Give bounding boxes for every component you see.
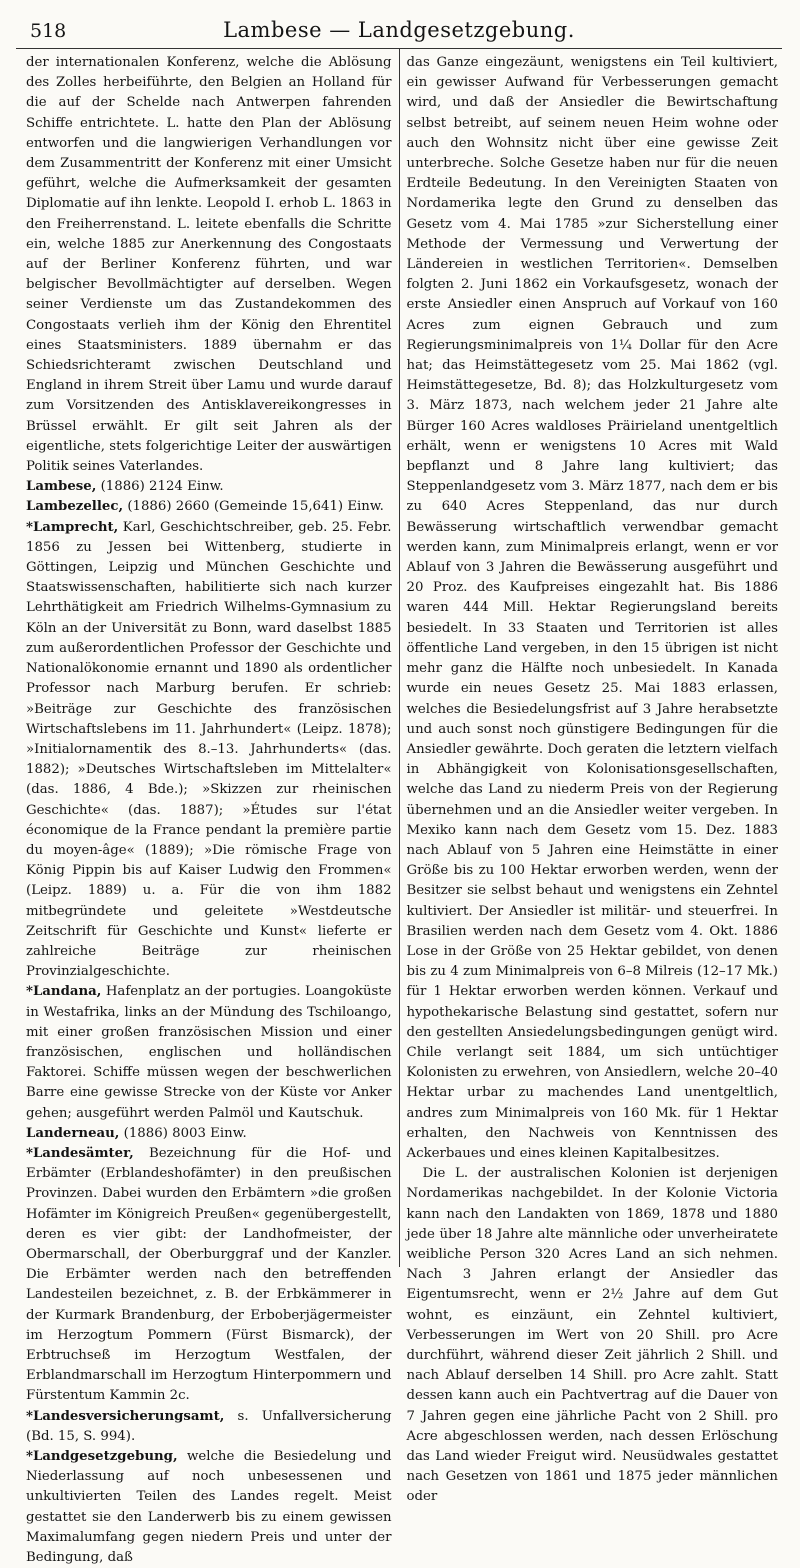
page-number: 518 [30,20,67,42]
paragraph [26,477,392,497]
paragraph [26,1447,392,1568]
entry-text: Hafenplatz an der portugies. Loangoküste in Westafrika, links an der Mündung des Tschiloango, mit einer großen französischen Mission und einer französischen, englischen und holländischen Faktorei. Schiffe müssen wegen der beschwerlichen Barre eine gewisse Strecke von der Küste vor Anker gehen; ausgeführt werden Palmöl und Kautschuk. [26,984,392,1121]
right-column [400,49,782,1505]
entry-text: Karl, Geschichtschreiber, geb. 25. Febr. 1856 zu Jessen bei Wittenberg, studierte in Göttingen, Leipzig und München Geschichte und Staatswissenschaften, habilitierte sich nach kurzer Lehrthätigkeit am Friedrich Wilhelms-Gymnasium zu Köln an der Universität zu Bonn, ward daselbst 1885 zum außerordentlichen Professor der Geschichte und Nationalökonomie ernannt und 1890 als ordentlicher Professor nach Marburg berufen. Er schrieb: »Beiträge zur Geschichte des französischen Wirtschaftslebens im 11. Jahrhundert« (Leipz. 1878); »Initialornamentik des 8.–13. Jahrhunderts« (das. 1882); »Deutsches Wirtschaftsleben im Mittelalter« (das. 1886, 4 Bde.); »Skizzen zur rheinischen Geschichte« (das. 1887); »Études sur l'état économique de la France pendant la première partie du moyen-âge« (1889); »Die römische Frage von König Pippin bis auf Kaiser Ludwig den Frommen« (Leipz. 1889) u. a. Für die von ihm 1882 mitbegründete und geleitete »Westdeutsche Zeitschrift für Geschichte und Kunst« lieferte er zahlreiche Beiträge zur rheinischen Provinzialgeschichte. [26,519,392,980]
entry-text: Bezeichnung für die Hof- und Erbämter (Erblandeshofämter) in den preußischen Provinzen. Dabei wurden den Erbämtern »die großen Hofämter im Königreich Preußen« gegenübergestellt, deren es vier gibt: der Landhofmeister, der Obermarschall, der Oberburggraf und der Kanzler. Die Erbämter werden nach den betreffenden Landesteilen bezeichnet, z. B. der Erbkämmerer in der Kurmark Brandenburg, der Erboberjägermeister im Herzogtum Pommern (Fürst Bismarck), der Erbtruchseß im Herzogtum Westfalen, der Erblandmarschall im Herzogtum Hinterpommern und Fürstentum Kammin 2c. [26,1145,392,1404]
entry-headword: Lambese, [26,479,97,495]
entry-headword: Landerneau, [26,1125,120,1141]
entry-headword: Lambezellec, [26,499,124,515]
page-header [16,8,782,49]
columns [16,49,782,1566]
running-title: Lambese — Landgesetzgebung. [223,18,575,42]
entry-text: (1886) 8003 Einw. [119,1125,247,1141]
entry-headword: *Landesämter, [26,1145,134,1161]
entry-text: das Ganze eingezäunt, wenigstens ein Teil kultiviert, ein gewisser Aufwand für Verbesserungen gemacht wird, und daß der Ansiedler die Bewirtschaftung selbst betreibt, auf seinem neuen Heim wohne oder auch den Wohnsitz nicht über eine gewisse Zeit unterbreche. Solche Gesetze haben nur für die neuen Erdteile Bedeutung. In den Vereinigten Staaten von Nordamerika legte den Grund zu denselben das Gesetz vom 4. Mai 1785 »zur Sicherstellung einer Methode der Vermessung und Verwertung der Ländereien in westlichen Territorien«. Demselben folgten 2. Juni 1862 ein Vorkaufsgesetz, wonach der erste Ansiedler einen Anspruch auf Vorkauf von 160 Acres zum eignen Gebrauch und zum Regierungsminimalpreis von 1¼ Dollar für den Acre hat; das Heimstättegesetz vom 25. Mai 1862 (vgl. Heimstättegesetze, Bd. 8); das Holzkulturgesetz vom 3. März 1873, nach welchem jeder 21 Jahre alte Bürger 160 Acres waldloses Präirieland unentgeltlich erhält, wenn er wenigstens 10 Acres mit Wald bepflanzt und 8 Jahre lang kultiviert; das Steppenlandgesetz vom 3. März 1877, nach dem er bis zu 640 Acres Steppenland, das nur durch Bewässerung wirtschaftlich verwendbar gemacht werden kann, zum Minimalpreis erlangt, wenn er vor Ablauf von 3 Jahren die Bewässerung ausgeführt und 20 Proz. des Kaufpreises eingezahlt hat. Bis 1886 waren 444 Mill. Hektar Regierungsland bereits besiedelt. In 33 Staaten und Territorien ist alles öffentliche Land vergeben, in den 15 übrigen ist nicht mehr ganz die Hälfte noch unbesiedelt. In Kanada wurde ein neues Gesetz 25. Mai 1883 erlassen, welches die Besiedelungsfrist auf 3 Jahre herabsetzte und auch sonst noch günstigere Bedingungen für die Ansiedler gewährte. Doch geraten die letztern vielfach in Abhängigkeit von Kolonisationsgesellschaften, welche das Land zu niederm Preis von der Regierung übernehmen und an die Ansiedler weiter vergeben. In Mexiko kann nach dem Gesetz vom 15. Dez. 1883 nach Ablauf von 5 Jahren eine Heimstätte in einer Größe bis zu 100 Hektar erworben werden, wenn der Besitzer sie selbst behaut und wenigstens ein Zehntel kultiviert. Der Ansiedler ist militär- und steuerfrei. In Brasilien werden nach dem Gesetz vom 4. Okt. 1886 Lose in der Größe von 25 Hektar gebildet, von denen bis zu 4 zum Minimalpreis von 6–8 Milreis (12–17 Mk.) für 1 Hektar erworben werden können. Verkauf und hypothekarische Belastung sind gestattet, sofern nur den gestellten Ansiedelungsbedingungen genügt wird. Chile verlangt seit 1884, um sich untüchtiger Kolonisten zu erwehren, von Ansiedlern, welche 20–40 Hektar urbar zu machendes Land unentgeltlich, andres zum Minimalpreis von 160 Mk. für 1 Hektar erhalten, den Nachweis von Kenntnissen des Ackerbaues und eines kleinen Kapitalbesitzes. [406,55,778,1161]
paragraph [26,1144,392,1407]
entry-headword: *Lamprecht, [26,519,119,535]
paragraph [26,1124,392,1144]
entry-text: (1886) 2124 Einw. [96,479,224,495]
entry-text: welche die Besiedelung und Niederlassung auf noch unbesessenen und unkultivierten Teilen des Landes regelt. Meist gestattet sie den Landerwerb bis zu einem gewissen Maximalumfang gegen niedern Preis und unter der Bedingung, daß [26,1449,392,1566]
entry-headword: *Landesversicherungsamt, [26,1408,225,1424]
entry-text: Die L. der australischen Kolonien ist derjenigen Nordamerikas nachgebildet. In der Kolonie Victoria kann nach den Landakten von 1869, 1878 und 1880 jede über 18 Jahre alte männliche oder unverheiratete weibliche Person 320 Acres Land an sich nehmen. Nach 3 Jahren erlangt der Ansiedler das Eigentumsrecht, wenn er 2½ Jahre auf dem Gut wohnt, es einzäunt, ein Zehntel kultiviert, Verbesserungen im Wert von 20 Shill. pro Acre durchführt, während dieser Zeit jährlich 2 Shill. und nach Ablauf derselben 14 Shill. pro Acre zahlt. Statt dessen kann auch ein Pachtvertrag auf die Dauer von 7 Jahren gegen eine jährliche Pacht von 2 Shill. pro Acre abgeschlossen werden, nach dessen Erlöschung das Land wieder Freigut wird. Neusüdwales gestattet nach Gesetzen von 1861 und 1875 jeder männlichen oder [406,1166,778,1505]
paragraph [26,982,392,1123]
paragraph [407,1164,778,1507]
paragraph [26,1407,392,1447]
entry-headword: *Landgesetzgebung, [26,1449,178,1465]
paragraph [26,53,392,477]
left-column [16,49,399,1566]
entry-text: der internationalen Konferenz, welche die Ablösung des Zolles herbeiführte, den Belgien an Holland für die auf der Schelde nach Antwerpen fahrenden Schiffe entrichtete. L. hatte den Plan der Ablösung entworfen und die langwierigen Verhandlungen vor dem Zusammentritt der Konferenz mit einer Umsicht geführt, welche die Aufmerksamkeit der gesamten Diplomatie auf ihn lenkte. Leopold I. erhob L. 1863 in den Freiherrenstand. L. leitete ebenfalls die Schritte ein, welche 1885 zur Anerkennung des Congostaats auf der Berliner Konferenz führten, und war belgischer Bevollmächtigter auf derselben. Wegen seiner Verdienste um das Zustandekommen des Congostaats verlieh ihm der König den Ehrentitel eines Staatsministers. 1889 übernahm er das Schiedsrichteramt zwischen Deutschland und England in ihrem Streit über Lamu und wurde darauf zum Vorsitzenden des Antisklavereikongresses in Brüssel erwählt. Er gilt seit Jahren als der eigentliche, stets folgerichtige Leiter der auswärtigen Politik seines Vaterlandes. [26,55,392,475]
paragraph [26,497,392,517]
entry-text: s. Unfallversicherung (Bd. 15, S. 994). [26,1408,392,1444]
entry-text: (1886) 2660 (Gemeinde 15,641) Einw. [123,499,384,515]
paragraph [407,53,778,1164]
paragraph [26,518,392,983]
entry-headword: *Landana, [26,984,102,1000]
